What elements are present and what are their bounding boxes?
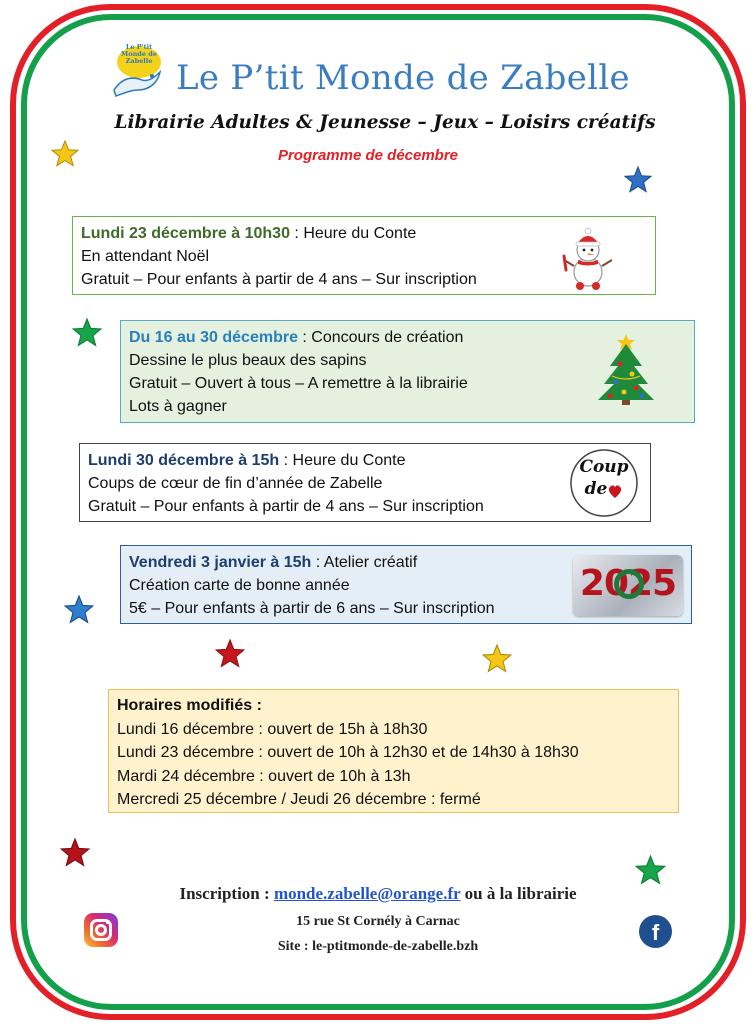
website: Site : le-ptitmonde-de-zabelle.bzh [277,939,479,954]
facebook-icon[interactable]: f [639,915,672,948]
event-date: Vendredi 3 janvier à 15h [129,554,312,571]
opening-hours-box [108,689,679,813]
inscription-suffix: ou à la librairie [460,884,577,903]
coup-de-coeur-text [569,456,639,500]
badge-line-2: de [584,479,608,499]
hours-line: Lundi 23 décembre : ouvert de 10h à 12h30 et de 14h30 à 18h30 [117,744,579,761]
hours-title: Horaires modifiés : [117,697,262,714]
event-details: Gratuit – Pour enfants à partir de 4 ans – Sur inscription [81,271,477,288]
event-details: Gratuit – Pour enfants à partir de 4 ans – Sur inscription [88,498,484,515]
logo-text: Le P'tit Monde de Zabelle [121,43,157,65]
christmas-tree-icon [596,330,656,406]
inscription-label: Inscription : [179,884,274,903]
event-description: Création carte de bonne année [129,577,350,594]
tagline: Librairie Adultes & Jeunesse – Jeux – Loisirs créatifs [114,112,656,133]
star-icon [71,317,103,349]
star-icon [59,837,91,869]
star-icon [623,165,653,195]
hours-line: Mercredi 25 décembre / Jeudi 26 décembre : fermé [117,791,481,808]
event-title: : Heure du Conte [289,225,417,242]
card-year: 2025 [579,563,677,604]
hours-line: Lundi 16 décembre : ouvert de 15h à 18h30 [117,720,428,738]
event-description: Dessine le plus beaux des sapins [129,352,367,369]
event-details: Gratuit – Ouvert à tous – A remettre à la librairie [129,375,468,392]
event-title: : Heure du Conte [279,452,406,469]
event-date: Du 16 au 30 décembre [129,329,298,346]
inscription-line [0,884,756,904]
instagram-icon[interactable] [84,913,118,947]
program-title: Programme de décembre [277,147,459,164]
new-year-card-icon [573,555,683,616]
star-icon [50,139,80,169]
event-title: : Concours de création [297,329,464,346]
wreath-icon [614,569,644,599]
event-description: Coups de cœur de fin d’année de Zabelle [88,475,383,492]
event-box-3 [79,443,651,522]
hours-line: Mardi 24 décembre : ouvert de 10h à 13h [117,767,411,785]
brand-title: Le P’tit Monde de Zabelle [176,58,630,98]
event-extra: Lots à gagner [129,398,227,415]
star-icon [634,854,667,887]
badge-line-1: Coup [579,457,629,477]
event-title: : Atelier créatif [311,554,418,571]
address: 15 rue St Cornély à Carnac [296,914,460,929]
star-icon [214,638,246,670]
email-link[interactable]: monde.zabelle@orange.fr [273,884,461,903]
event-details: 5€ – Pour enfants à partir de 6 ans – Sur inscription [129,600,495,617]
snowman-icon [558,226,618,290]
star-icon [481,643,513,675]
event-date: Lundi 23 décembre à 10h30 [81,225,290,242]
event-description: En attendant Noël [81,248,210,265]
event-date: Lundi 30 décembre à 15h [88,452,280,469]
star-icon [63,594,95,626]
